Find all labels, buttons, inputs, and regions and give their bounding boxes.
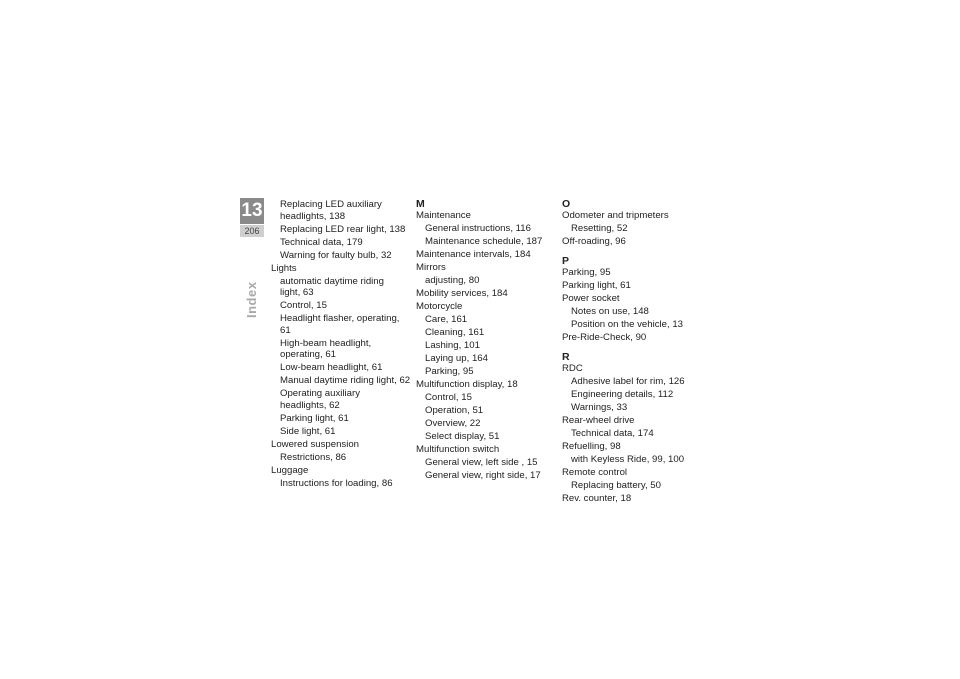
sub-35: Warnings, 33 [571,402,628,413]
entry-lights: Lights [271,262,297,274]
letter-m: M [416,198,425,210]
sub-11-line-1: Operating auxiliary [280,388,360,399]
sub-27: Select display, 51 [425,431,500,442]
sub-21: Lashing, 101 [425,340,480,351]
sub-16: General instructions, 116 [425,223,531,234]
entry-parking: Parking, 95 [562,267,611,278]
letter-r: R [562,351,570,363]
sub-30: Resetting, 52 [571,223,628,234]
entry-lowered: Lowered suspension [271,438,360,450]
sub-4: Warning for faulty bulb, 32 [280,249,392,261]
sub-6: Control, 15 [280,300,327,311]
sub-1-line-1: Replacing LED auxiliary [280,199,382,210]
index-column-2 [416,199,556,483]
sub-18: adjusting, 80 [425,275,480,286]
entry-mirrors: Mirrors [416,262,446,273]
entry-power-socket: Power socket [562,293,620,304]
gap-p [562,249,702,256]
entry-motorcycle: Motorcycle [416,301,463,312]
sub-5 [280,276,411,299]
entry-mfs: Multifunction switch [416,444,500,455]
sub-20: Cleaning, 161 [425,327,485,338]
sub-25: Operation, 51 [425,405,484,416]
entry-rdc: RDC [562,363,583,374]
sub-3: Technical data, 179 [280,236,363,248]
sub-36: Technical data, 174 [571,428,654,439]
sub-8 [280,338,411,361]
sub-5-line-2: light, 63 [280,287,314,298]
sub-22: Laying up, 164 [425,353,488,364]
chapter-tab [240,198,264,237]
entry-mfd: Multifunction display, 18 [416,379,518,390]
sub-24: Control, 15 [425,392,472,403]
sub-8-line-1: High-beam headlight, [280,337,372,349]
entry-refuelling: Refuelling, 98 [562,441,621,452]
page-number: 206 [240,224,264,237]
entry-odometer: Odometer and tripmeters [562,210,669,221]
sub-31: Notes on use, 148 [571,306,649,317]
sub-1-line-2: headlights, 138 [280,210,346,222]
entry-intervals: Maintenance intervals, 184 [416,249,531,260]
gap-r [562,345,702,352]
entry-remote: Remote control [562,467,628,478]
sub-33: Adhesive label for rim, 126 [571,376,685,387]
sub-2: Replacing LED rear light, 138 [280,223,406,235]
sub-11 [280,388,411,411]
section-label: Index [244,281,259,318]
chapter-number: 13 [240,198,264,224]
entry-rev: Rev. counter, 18 [562,493,632,504]
letter-p: P [562,255,570,267]
sub-9: Low-beam headlight, 61 [280,362,383,373]
sub-11-line-2: headlights, 62 [280,399,340,411]
sub-8-line-2: operating, 61 [280,349,337,360]
sub-13: Side light, 61 [280,425,336,437]
sub-38: Replacing battery, 50 [571,480,661,491]
sub-37: with Keyless Ride, 99, 100 [571,454,685,465]
sub-28: General view, left side , 15 [425,457,538,468]
sub-10: Manual daytime riding light, 62 [280,375,411,386]
entry-mobility: Mobility services, 184 [416,288,508,299]
sub-17: Maintenance schedule, 187 [425,236,543,247]
sub-32: Position on the vehicle, 13 [571,319,684,330]
entry-maintenance: Maintenance [416,210,471,221]
index-column-1 [271,199,411,491]
index-column-3 [562,199,702,506]
entry-luggage: Luggage [271,464,309,476]
entry-parking-light: Parking light, 61 [562,280,631,291]
sub-7: Headlight flasher, operating, 61 [280,313,400,336]
sub-29: General view, right side, 17 [425,470,541,481]
entry-preride: Pre-Ride-Check, 90 [562,332,647,343]
sub-34: Engineering details, 112 [571,389,674,400]
entry-offroading: Off-roading, 96 [562,236,626,247]
sub-12: Parking light, 61 [280,412,349,424]
sub-5-line-1: automatic daytime riding [280,275,384,287]
sub-26: Overview, 22 [425,418,481,429]
sub-19: Care, 161 [425,314,468,325]
sub-1 [280,199,411,222]
entry-rear-wheel: Rear-wheel drive [562,415,635,426]
sub-14: Restrictions, 86 [280,451,347,463]
sub-23: Parking, 95 [425,366,474,377]
sub-15: Instructions for loading, 86 [280,477,393,489]
letter-o: O [562,198,571,210]
